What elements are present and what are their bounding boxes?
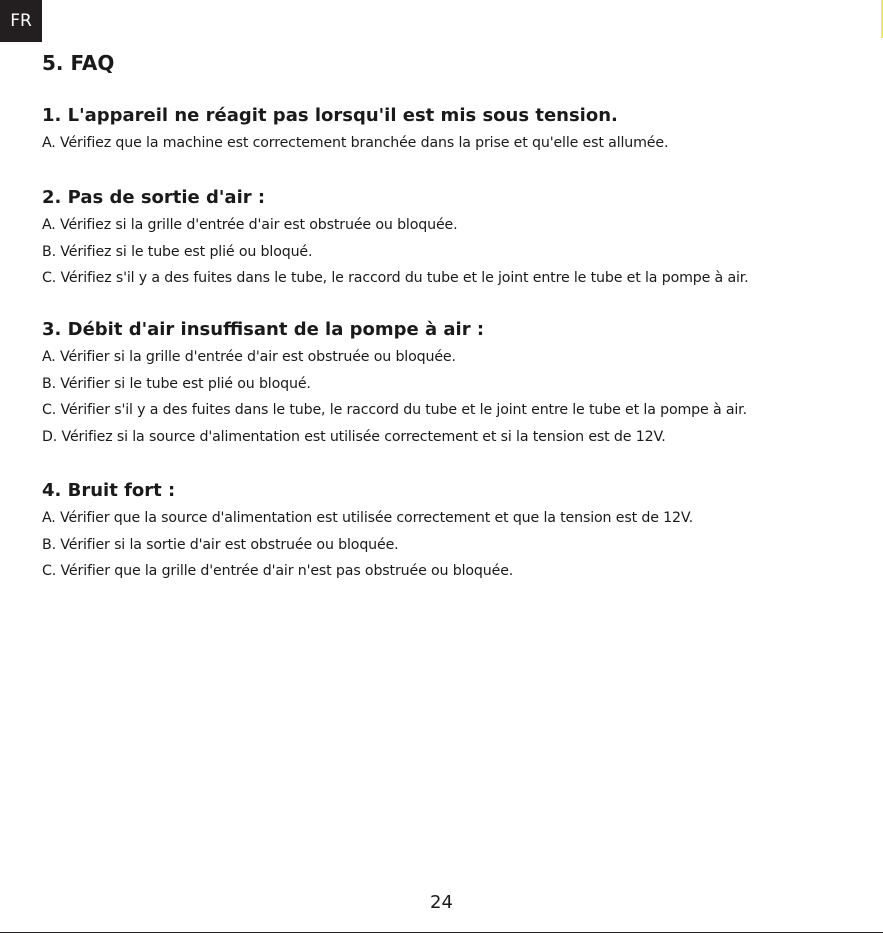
answer-line: B. Vérifier si le tube est plié ou bloqué. — [42, 375, 311, 392]
answer-line: A. Vérifiez si la grille d'entrée d'air est obstruée ou bloquée. — [42, 217, 458, 233]
section-heading: 4. Bruit fort : — [42, 480, 176, 501]
section-heading: 1. L'appareil ne réagit pas lorsqu'il est mis sous tension. — [42, 105, 618, 126]
section-heading: 3. Débit d'air insuffisant de la pompe à air : — [42, 319, 485, 340]
answer-line: A. Vérifier que la source d'alimentation est utilisée correctement et que la tension est de 12V. — [42, 510, 693, 526]
answer-line: A. Vérifier si la grille d'entrée d'air est obstruée ou bloquée. — [42, 349, 456, 365]
faq-section-1 — [42, 103, 873, 157]
answer-line: C. Vérifier que la grille d'entrée d'air n'est pas obstruée ou bloquée. — [42, 563, 514, 579]
page-number: 24 — [430, 892, 453, 913]
language-tab: FR — [0, 0, 42, 42]
answer-line: B. Vérifier si la sortie d'air est obstruée ou bloquée. — [42, 536, 399, 553]
section-heading: 2. Pas de sortie d'air : — [42, 187, 266, 208]
answer-line: B. Vérifiez si le tube est plié ou bloqué. — [42, 243, 313, 260]
faq-section-3 — [42, 317, 873, 450]
faq-section-2 — [42, 185, 873, 292]
answer-line: C. Vérifier s'il y a des fuites dans le tube, le raccord du tube et le joint entre le tube et la pompe à air. — [42, 402, 747, 418]
answer-line: D. Vérifiez si la source d'alimentation est utilisée correctement et si la tension est de 12V. — [42, 428, 666, 445]
answer-line: A. Vérifiez que la machine est correctement branchée dans la prise et qu'elle est allumée. — [42, 135, 669, 151]
page-title: 5. FAQ — [42, 51, 115, 75]
faq-section-4 — [42, 478, 873, 585]
answer-line: C. Vérifiez s'il y a des fuites dans le tube, le raccord du tube et le joint entre le tube et la pompe à air. — [42, 270, 749, 286]
